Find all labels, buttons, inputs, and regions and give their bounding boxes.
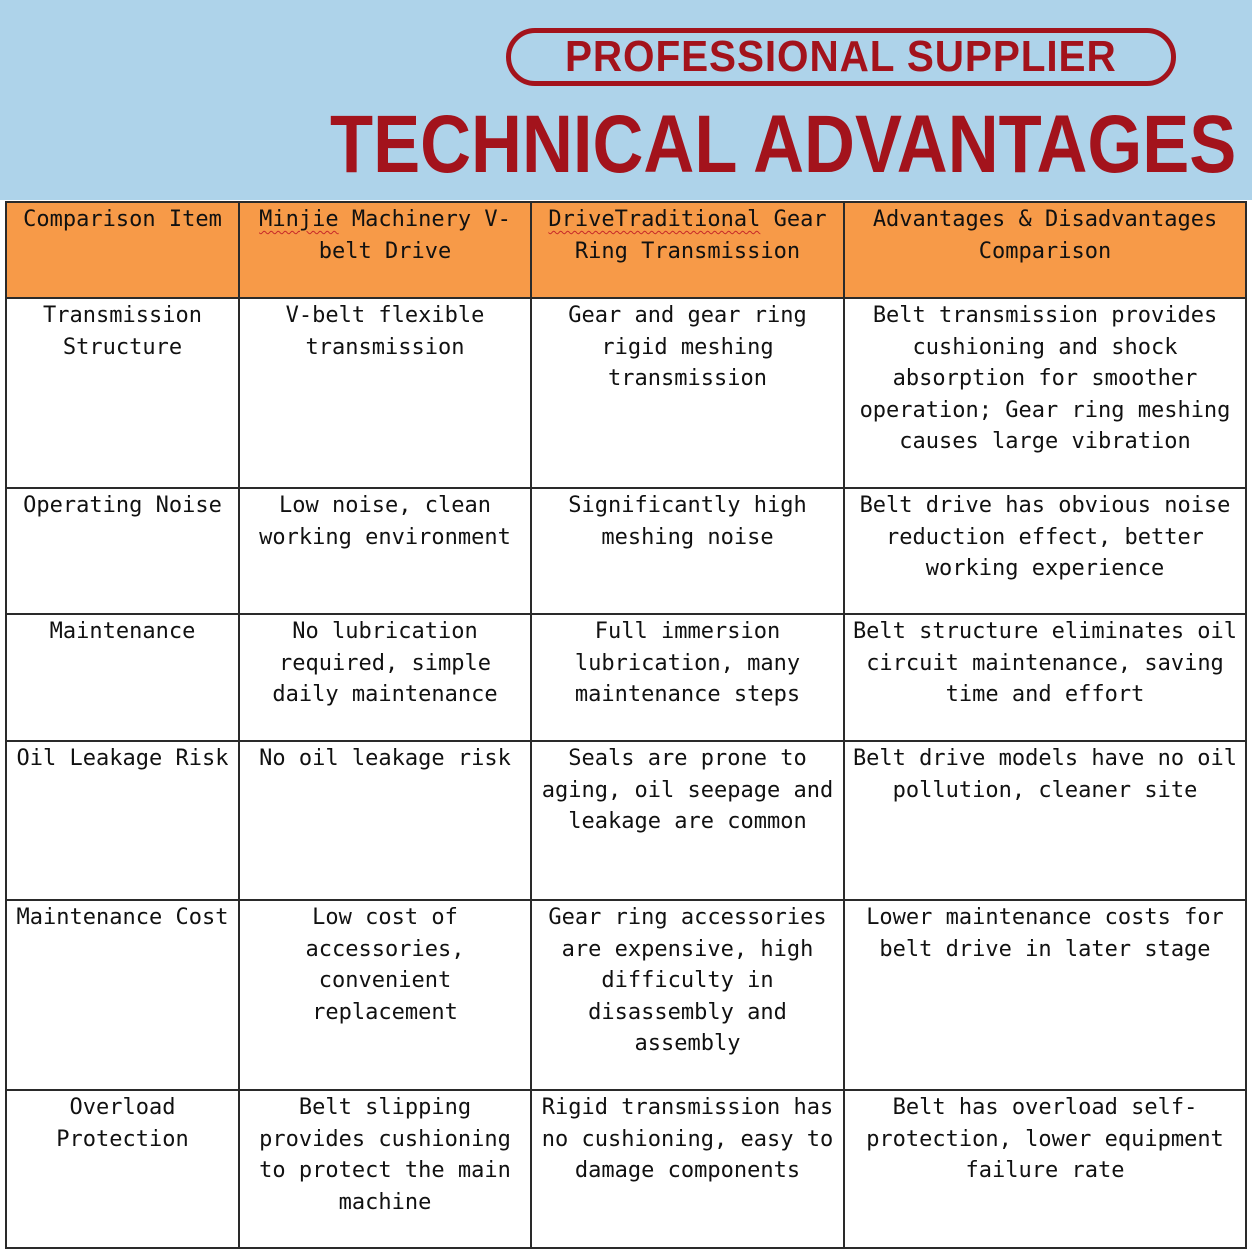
- header-cell-minjie: [239, 202, 531, 298]
- traditional-cell: Gear and gear ring rigid meshing transmission: [531, 298, 844, 488]
- header-banner: [0, 0, 1252, 200]
- traditional-cell: Gear ring accessories are expensive, high difficulty in disassembly and assembly: [531, 900, 844, 1090]
- row-label-cell: Operating Noise: [6, 488, 239, 614]
- table-row: [6, 741, 1246, 900]
- minjie-cell: Low cost of accessories, convenient replacement: [239, 900, 531, 1090]
- row-label-cell: Overload Protection: [6, 1090, 239, 1248]
- table-row: [6, 298, 1246, 488]
- table-row: [6, 614, 1246, 741]
- table-row: [6, 488, 1246, 614]
- header-cell-traditional: [531, 202, 844, 298]
- supplier-badge: [506, 28, 1176, 86]
- row-label-cell: Transmission Structure: [6, 298, 239, 488]
- header-label: Gear Ring Transmission: [574, 207, 827, 264]
- minjie-cell: Belt slipping provides cushioning to protect the main machine: [239, 1090, 531, 1248]
- comparison-table: [5, 201, 1247, 1249]
- table-row: [6, 1090, 1246, 1248]
- header-label: Machinery V-belt Drive: [318, 207, 511, 264]
- row-label-cell: Maintenance: [6, 614, 239, 741]
- header-cell-comparison: [844, 202, 1246, 298]
- minjie-cell: No lubrication required, simple daily maintenance: [239, 614, 531, 741]
- page-title: TECHNICAL ADVANTAGES: [330, 99, 1237, 190]
- table-header-row: [6, 202, 1246, 298]
- traditional-cell: Significantly high meshing noise: [531, 488, 844, 614]
- minjie-cell: No oil leakage risk: [239, 741, 531, 900]
- comparison-cell: Belt drive models have no oil pollution, cleaner site: [844, 741, 1246, 900]
- comparison-cell: Belt drive has obvious noise reduction effect, better working experience: [844, 488, 1246, 614]
- traditional-cell: Rigid transmission has no cushioning, easy to damage components: [531, 1090, 844, 1248]
- comparison-cell: Belt structure eliminates oil circuit maintenance, saving time and effort: [844, 614, 1246, 741]
- comparison-cell: Lower maintenance costs for belt drive in later stage: [844, 900, 1246, 1090]
- comparison-cell: Belt transmission provides cushioning and shock absorption for smoother operation; Gear ring meshing causes large vibration: [844, 298, 1246, 488]
- header-underlined-word: DriveTraditional: [548, 207, 761, 232]
- row-label-cell: Maintenance Cost: [6, 900, 239, 1090]
- header-label: Comparison Item: [23, 207, 222, 232]
- header-cell-comparison-item: [6, 202, 239, 298]
- table-row: [6, 900, 1246, 1090]
- comparison-cell: Belt has overload self-protection, lower equipment failure rate: [844, 1090, 1246, 1248]
- minjie-cell: Low noise, clean working environment: [239, 488, 531, 614]
- minjie-cell: V-belt flexible transmission: [239, 298, 531, 488]
- supplier-text: PROFESSIONAL SUPPLIER: [565, 32, 1117, 81]
- traditional-cell: Seals are prone to aging, oil seepage and leakage are common: [531, 741, 844, 900]
- header-label: Advantages & Disadvantages Comparison: [872, 207, 1218, 264]
- traditional-cell: Full immersion lubrication, many maintenance steps: [531, 614, 844, 741]
- header-underlined-word: Minjie: [259, 207, 339, 232]
- row-label-cell: Oil Leakage Risk: [6, 741, 239, 900]
